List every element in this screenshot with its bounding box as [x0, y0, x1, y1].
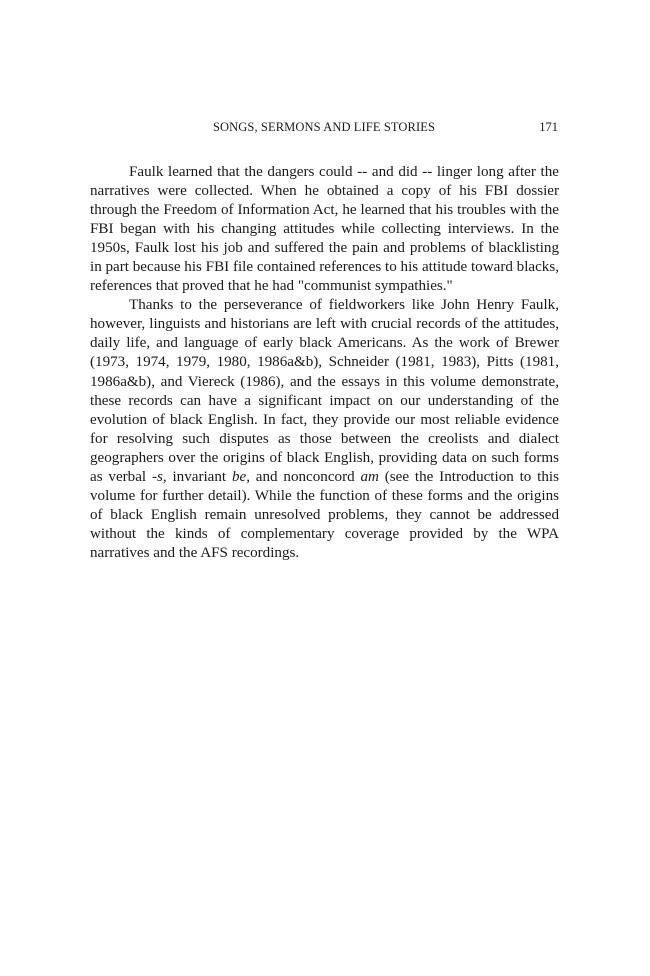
paragraph-2-text-part-2: , invariant: [162, 468, 232, 485]
body-text: [90, 163, 559, 563]
running-title: SONGS, SERMONS AND LIFE STORIES: [212, 120, 435, 134]
page-number: 171: [539, 120, 558, 134]
paragraph-1: [90, 163, 559, 296]
paragraph-2-text-part-1: Thanks to the perseverance of fieldworkers like John Henry Faulk, however, linguists and historians are left with crucial records of the attitudes, daily life, and language of early black Americans. As the work of Brewer (1973, 1974, 1979, 1980, 1986a&b), Schneider (1981, 1983), Pitts (1981, 1986a&b), and Viereck (1986), and the essays in this volume demonstrate, these records can have a significant impact on our understanding of the evolution of black English. In fact, they provide our most reliable evidence for resolving such disputes as those between the creolists and dialect geographers over the origins of black English, providing data on such forms as verbal: [90, 297, 559, 485]
paragraph-2: [90, 296, 559, 563]
paragraph-2-text-part-3: , and nonconcord: [246, 468, 361, 485]
paragraph-2-text-part-4: (see the Introduction to this volume for further detail). While the function of these forms and the origins of black English remain unresolved problems, they cannot be addressed without the kinds of complementary coverage provided by the WPA narratives and the AFS recordings.: [90, 468, 559, 561]
invariant-be-term: be: [231, 468, 247, 485]
paragraph-1-text: Faulk learned that the dangers could -- and did -- linger long after the narratives were collected. When he obtained a copy of his FBI dossier through the Freedom of Information Act, he learned that his troubles with the FBI began with his changing attitudes while collecting interviews. In the 1950s, Faulk lost his job and suffered the pain and problems of blacklisting in part because his FBI file contained references to his attitude toward blacks, references that proved that he had "communist sympathies.": [90, 164, 560, 295]
running-head: [90, 119, 558, 135]
verbal-s-term: -s: [151, 468, 163, 485]
nonconcord-am-term: am: [360, 468, 379, 485]
